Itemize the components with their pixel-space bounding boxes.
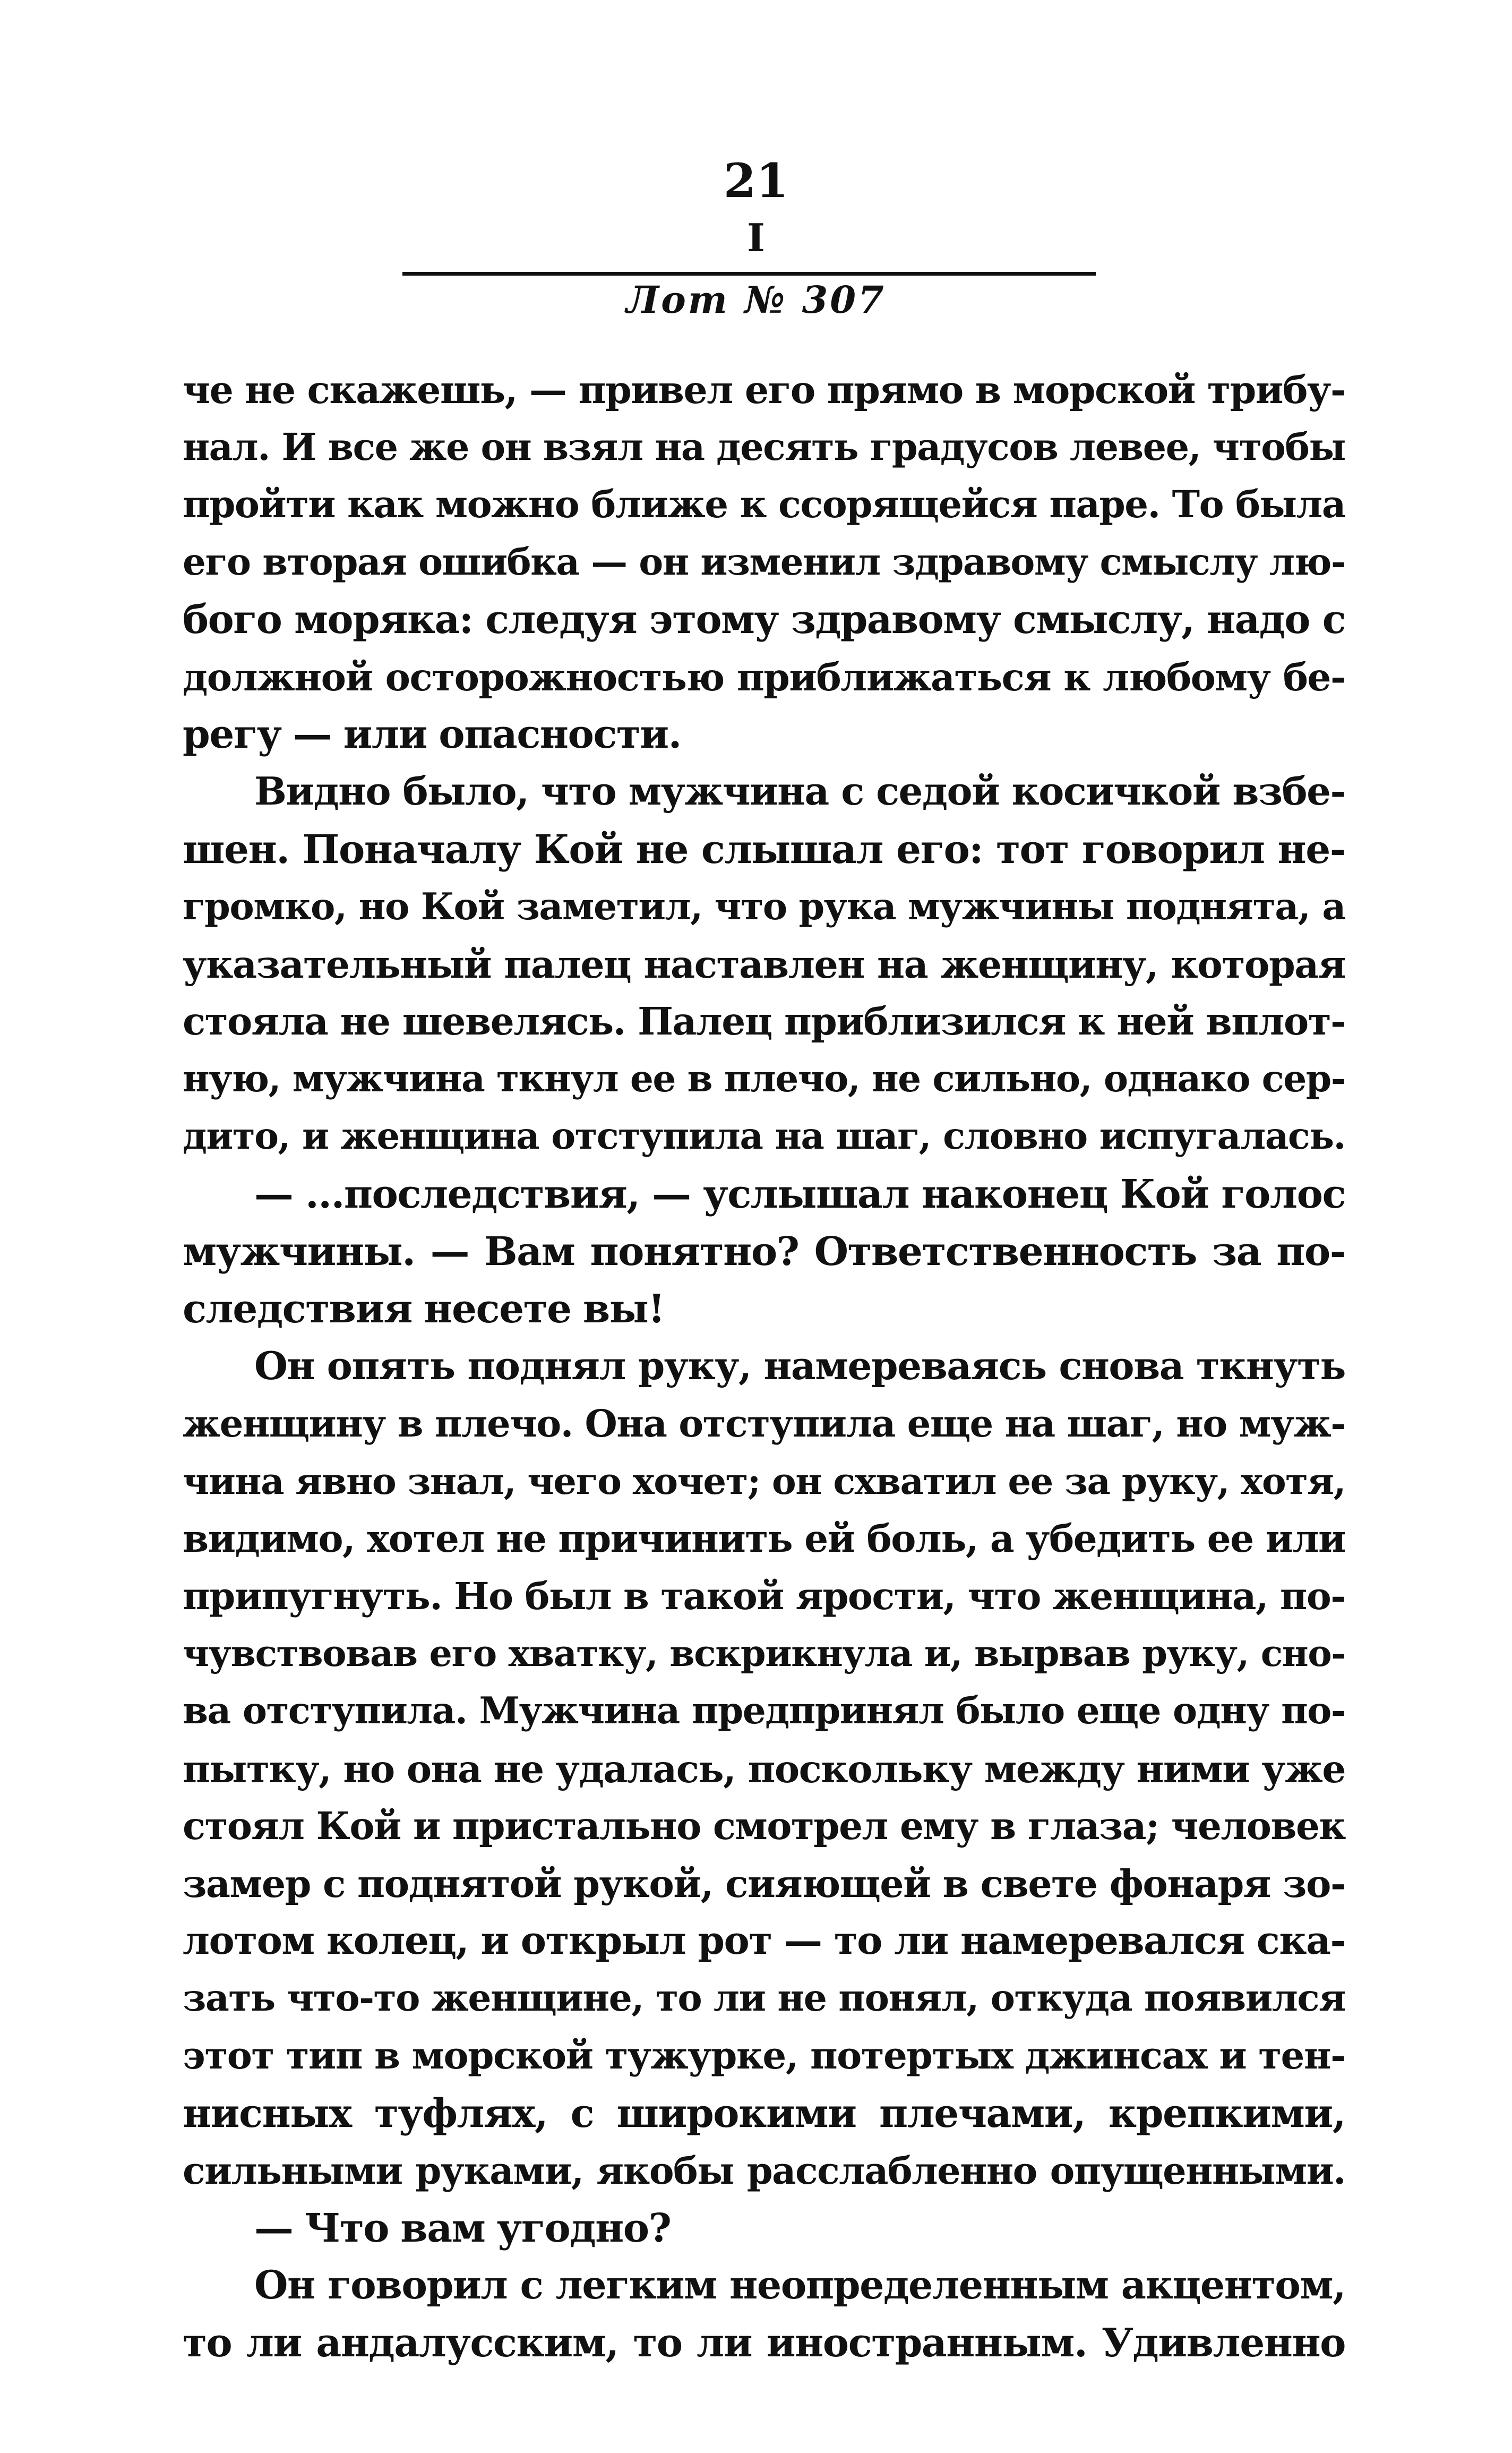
text-line: ную, мужчина ткнул ее в плечо, не сильно, однако сер-	[183, 1057, 1345, 1101]
text-line: громко, но Кой заметил, что рука мужчины поднята, а	[183, 885, 1345, 928]
text-line: лотом колец, и открыл рот — то ли намеревался ска-	[183, 1918, 1345, 1964]
text-line: Он опять поднял руку, намереваясь снова ткнуть	[254, 1344, 1345, 1389]
page-number: 21	[723, 153, 789, 208]
text-line: то ли андалусским, то ли иностранным. Удивленно	[183, 2320, 1345, 2366]
text-line: дито, и женщина отступила на шаг, словно испугалась.	[183, 1115, 1345, 1158]
text-line: — Что вам угодно?	[254, 2206, 671, 2251]
text-line: нисных туфлях, с широкими плечами, крепкими,	[183, 2090, 1345, 2136]
text-line: чина явно знал, чего хочет; он схватил ее за руку, хотя,	[183, 1459, 1345, 1503]
text-line: пытку, но она не удалась, поскольку между ними уже	[183, 1746, 1345, 1791]
text-line: указательный палец наставлен на женщину, которая	[183, 942, 1345, 987]
text-line: шен. Поначалу Кой не слышал его: тот говорил не-	[183, 826, 1345, 873]
text-line: стоял Кой и пристально смотрел ему в глаза; человек	[183, 1804, 1345, 1848]
text-line: ва отступила. Мужчина предпринял было еще одну по-	[183, 1689, 1345, 1733]
text-line: его вторая ошибка — он изменил здравому смыслу лю-	[183, 540, 1345, 584]
text-line: замер с поднятой рукой, сияющей в свете фонаря зо-	[183, 1861, 1345, 1906]
text-line: Видно было, что мужчина с седой косичкой взбе-	[254, 769, 1345, 815]
text-line: следствия несете вы!	[183, 1286, 665, 1332]
text-line: мужчины. — Вам понятно? Ответственность за по-	[183, 1228, 1345, 1275]
text-line: сильными руками, якобы расслабленно опущенными.	[183, 2148, 1345, 2193]
text-line: регу — или опасности.	[183, 712, 681, 758]
text-line: Он говорил с легким неопределенным акцентом,	[254, 2263, 1345, 2309]
text-line: зать что-то женщине, то ли не понял, откуда появился	[183, 1977, 1345, 2020]
running-title: Лот № 307	[626, 278, 886, 322]
text-line: чувствовав его хватку, вскрикнула и, вырвав руку, сно-	[183, 1633, 1345, 1676]
chapter-number: I	[747, 215, 765, 260]
text-line: че не скажешь, — привел его прямо в морской трибу-	[183, 367, 1345, 412]
text-line: должной осторожностью приближаться к любому бе-	[183, 654, 1345, 699]
text-line: припугнуть. Но был в такой ярости, что женщина, по-	[183, 1574, 1345, 1618]
text-line: стояла не шевелясь. Палец приблизился к ней вплот-	[183, 999, 1345, 1044]
text-line: — ...последствия, — услышал наконец Кой голос	[254, 1171, 1345, 1217]
text-line: видимо, хотел не причинить ей боль, а убедить ее или	[183, 1516, 1345, 1561]
text-line: нал. И все же он взял на десять градусов левее, чтобы	[183, 425, 1345, 469]
text-line: этот тип в морской тужурке, потертых джинсах и тен-	[183, 2033, 1345, 2078]
text-line: бого моряка: следуя этому здравому смыслу, надо с	[183, 596, 1345, 643]
body-text	[183, 361, 1345, 2372]
text-line: женщину в плечо. Она отступила еще на шаг, но муж-	[183, 1401, 1345, 1446]
text-line: пройти как можно ближе к ссорящейся паре. То была	[183, 482, 1345, 527]
